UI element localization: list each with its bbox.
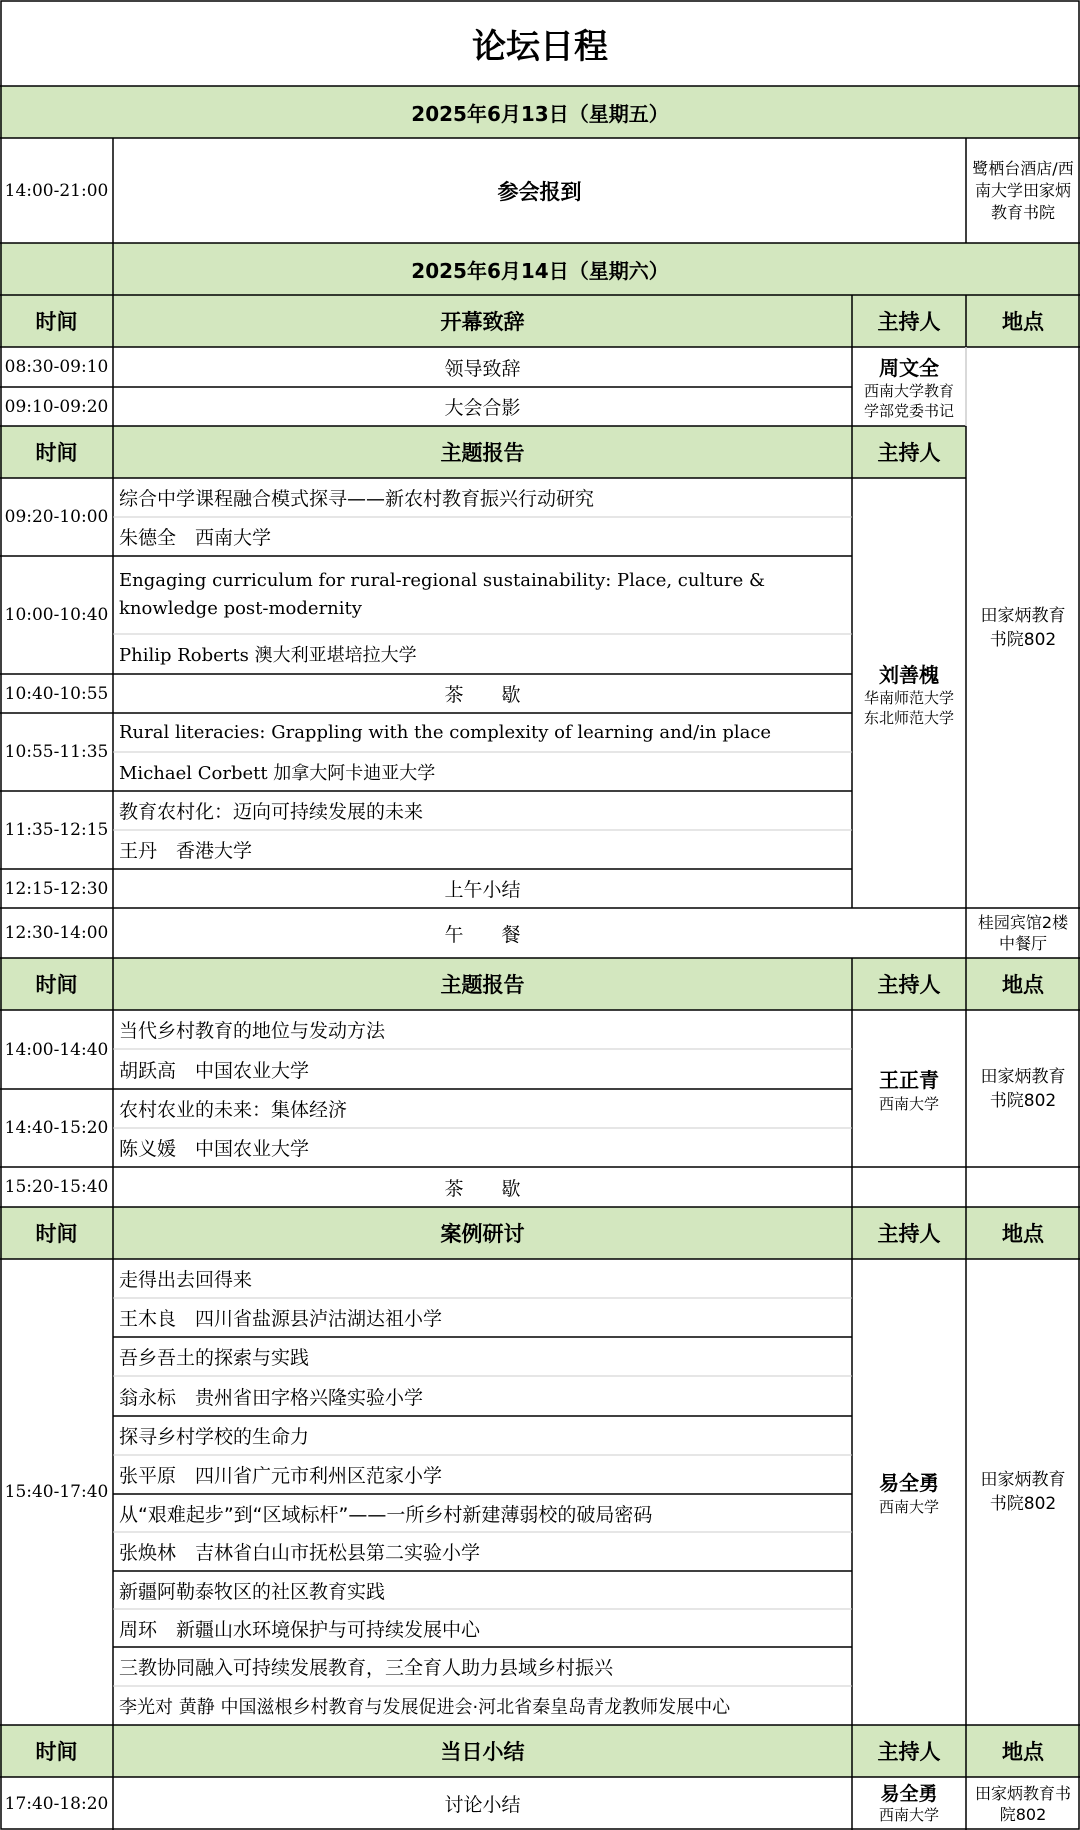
keynote1-host — [852, 478, 966, 908]
cases-header-host: 主持人 — [877, 1222, 941, 1246]
case-title-2: 吾乡吾土的探索与实践 — [119, 1347, 310, 1369]
keynote1-header-title: 主题报告 — [440, 441, 525, 465]
case-speaker-3: 张平原 四川省广元市利州区范家小学 — [119, 1465, 443, 1487]
case-title-6: 三教协同融入可持续发展教育，三全育人助力县域乡村振兴 — [119, 1657, 614, 1679]
summary-venue: 田家炳教育书院802 — [974, 1783, 1071, 1824]
opening-host-name: 周文全 — [879, 356, 939, 380]
summary-header-title: 当日小结 — [440, 1740, 525, 1764]
keynote1-time-2: 10:00-10:40 — [4, 605, 109, 625]
cases-header-venue: 地点 — [1002, 1222, 1044, 1246]
summary-title: 讨论小结 — [444, 1794, 521, 1816]
cases-host-name: 易全勇 — [879, 1471, 939, 1495]
keynote1-title-2: Engaging curriculum for rural-regional sustainability: Place, culture & knowledge post-modernity — [119, 570, 766, 619]
keynote1-header-host: 主持人 — [877, 441, 941, 465]
cases-host — [852, 1259, 966, 1725]
keynote2-header-time: 时间 — [35, 973, 78, 997]
keynote2-title-2: 农村农业的未来：集体经济 — [119, 1099, 348, 1121]
case-title-4: 从“艰难起步”到“区域标杆”——一所乡村新建薄弱校的破局密码 — [119, 1503, 653, 1526]
keynote2-time-2: 14:40-15:20 — [4, 1118, 109, 1138]
opening-title-1: 领导致辞 — [444, 357, 521, 380]
opening-header-venue: 地点 — [1002, 310, 1044, 334]
keynote2-break-time: 15:20-15:40 — [4, 1177, 109, 1197]
case-speaker-1: 王木良 四川省盐源县泸沽湖达祖小学 — [119, 1308, 443, 1330]
cases-header-title: 案例研讨 — [440, 1222, 525, 1246]
cases-venue: 田家炳教育书院802 — [980, 1470, 1066, 1514]
keynote2-host-affiliation: 西南大学 — [878, 1094, 939, 1113]
summary-header-time: 时间 — [35, 1740, 78, 1764]
opening-host-affiliation: 西南大学教育学部党委书记 — [863, 382, 954, 420]
case-title-5: 新疆阿勒泰牧区的社区教育实践 — [119, 1580, 386, 1603]
keynote2-header-title: 主题报告 — [440, 973, 525, 997]
summary-header-venue: 地点 — [1002, 1740, 1044, 1764]
keynote1-time-1: 09:20-10:00 — [4, 507, 109, 527]
cases-host-affiliation: 西南大学 — [878, 1498, 939, 1516]
keynote2-host-name: 王正青 — [879, 1067, 939, 1092]
keynote2-speaker-1: 胡跃高 中国农业大学 — [119, 1059, 310, 1082]
case-title-1: 走得出去回得来 — [119, 1269, 253, 1291]
summary-time: 17:40-18:20 — [4, 1793, 109, 1814]
summary-host — [852, 1777, 966, 1830]
lunch-time: 12:30-14:00 — [4, 923, 109, 943]
keynote1-host-affiliation: 华南师范大学东北师范大学 — [863, 688, 954, 727]
keynote1-title-4: Rural literacies: Grappling with the complexity of learning and/in place — [119, 722, 772, 743]
page-title: 论坛日程 — [472, 26, 608, 67]
keynote2-host — [852, 1010, 966, 1167]
keynote2-speaker-2: 陈义媛 中国农业大学 — [119, 1138, 310, 1160]
day2-date: 2025年6月14日（星期六） — [411, 258, 669, 283]
keynote1-time-6: 12:15-12:30 — [4, 878, 109, 899]
summary-header-host: 主持人 — [877, 1740, 941, 1764]
day1-event: 参会报到 — [497, 179, 582, 204]
cases-time: 15:40-17:40 — [4, 1482, 109, 1502]
keynote2-time-1: 14:00-14:40 — [4, 1039, 109, 1060]
keynote1-header-time: 时间 — [35, 441, 78, 465]
keynote2-header-host: 主持人 — [877, 973, 941, 997]
opening-header-host: 主持人 — [877, 310, 941, 334]
keynote1-time-3: 10:40-10:55 — [4, 683, 109, 704]
day1-date: 2025年6月13日（星期五） — [411, 101, 669, 126]
keynote1-title-1: 综合中学课程融合模式探寻——新农村教育振兴行动研究 — [119, 488, 595, 510]
summary-host-name: 易全勇 — [880, 1782, 938, 1805]
keynote1-title-5: 教育农村化：迈向可持续发展的未来 — [119, 801, 424, 823]
keynote1-venue: 田家炳教育书院802 — [980, 605, 1066, 650]
opening-host — [852, 347, 966, 426]
case-speaker-5: 周环 新疆山水环境保护与可持续发展中心 — [119, 1618, 481, 1641]
opening-time-1: 08:30-09:10 — [4, 357, 109, 377]
case-speaker-6: 李光对 黄静 中国滋根乡村教育与发展促进会·河北省秦皇岛青龙教师发展中心 — [119, 1696, 731, 1718]
opening-header-title: 开幕致辞 — [440, 310, 525, 334]
keynote1-speaker-4: Michael Corbett 加拿大阿卡迪亚大学 — [119, 762, 436, 784]
case-speaker-4: 张焕林 吉林省白山市抚松县第二实验小学 — [119, 1542, 481, 1564]
cases-header-time: 时间 — [35, 1222, 78, 1246]
lunch-venue: 桂园宾馆2楼中餐厅 — [977, 913, 1069, 953]
keynote1-break-1: 茶 歇 — [444, 684, 521, 706]
keynote1-break-2: 上午小结 — [444, 879, 521, 901]
keynote2-title-1: 当代乡村教育的地位与发动方法 — [119, 1020, 386, 1042]
opening-header-time: 时间 — [35, 310, 78, 334]
opening-time-2: 09:10-09:20 — [4, 396, 109, 417]
keynote1-speaker-5: 王丹 香港大学 — [119, 840, 253, 862]
keynote2-break-label: 茶 歇 — [444, 1177, 521, 1200]
keynote1-host-name: 刘善槐 — [879, 662, 939, 687]
keynote1-time-5: 11:35-12:15 — [4, 820, 109, 840]
lunch-label: 午 餐 — [444, 923, 521, 946]
keynote1-speaker-2: Philip Roberts 澳大利亚堪培拉大学 — [119, 645, 417, 666]
day1-time: 14:00-21:00 — [4, 180, 109, 201]
keynote1-time-4: 10:55-11:35 — [4, 742, 109, 762]
case-title-3: 探寻乡村学校的生命力 — [119, 1426, 310, 1448]
keynote2-header-venue: 地点 — [1002, 973, 1044, 997]
keynote1-speaker-1: 朱德全 西南大学 — [119, 527, 272, 549]
summary-host-affiliation: 西南大学 — [878, 1805, 939, 1824]
keynote2-venue: 田家炳教育书院802 — [980, 1066, 1066, 1111]
opening-title-2: 大会合影 — [444, 397, 521, 419]
case-speaker-2: 翁永标 贵州省田字格兴隆实验小学 — [119, 1386, 424, 1409]
day1-venue: 鹭栖台酒店/西南大学田家炳教育书院 — [972, 158, 1074, 222]
